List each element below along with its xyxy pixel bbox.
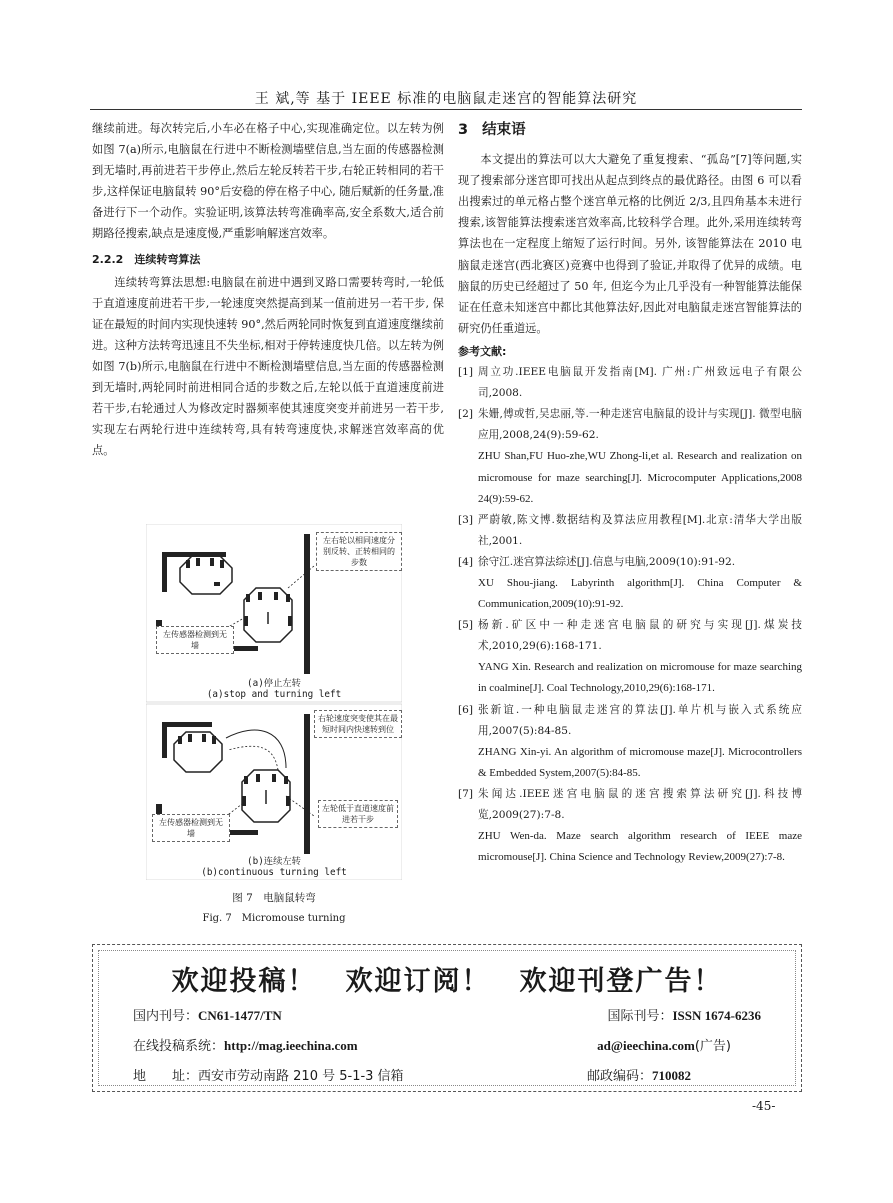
advertisement-box — [92, 944, 802, 1092]
subsection-heading: 2.2.2 连续转弯算法 — [92, 252, 201, 266]
figure-a-sub-en: (a)stop and turning left — [206, 689, 342, 700]
figure-a-sub-cn: (a)停止左转 — [247, 678, 301, 689]
ad-row-address — [133, 1065, 761, 1084]
figure-b-sub-en: (b)continuous turning left — [201, 867, 347, 878]
postcode: 邮政编码：710082 — [586, 1068, 691, 1084]
running-header: 王 斌,等 基于 IEEE 标准的电脑鼠走迷宫的智能算法研究 — [254, 91, 638, 107]
reference-item: [3] 严蔚敏,陈文博.数据结构及算法应用教程[M].北京:清华大学出版社,2001. — [458, 513, 802, 547]
reference-item: [5] 杨新.矿区中一种走迷宫电脑鼠的研究与实现[J].煤炭技术,2010,29(6):168-171. YANG Xin. Research and realization on micromouse for maze searching in coalmine[J]. Coal Technology,2010,29(6):168-171. — [458, 619, 802, 695]
maze-wall — [162, 552, 167, 592]
address: 地 址：西安市劳动南路 210 号 5-1-3 信箱 — [133, 1069, 404, 1084]
maze-wall — [162, 722, 212, 727]
page-number: -45- — [752, 1099, 776, 1113]
reference-item: [4] 徐守江.迷宫算法综述[J].信息与电脑,2009(10):91-92. XU Shou-jiang. Labyrinth algorithm[J]. China Computer & Communication,2009(10):91-92. — [458, 555, 802, 611]
ad-email: ad@ieechina.com(广告) — [597, 1038, 731, 1054]
figure-b-note-top: 右轮速度突变使其在最短时间内快速转到位 — [314, 710, 402, 738]
reference-item: [1] 周立功.IEEE电脑鼠开发指南[M]. 广州:广州致远电子有限公司,2008. — [458, 366, 802, 400]
online-url-link[interactable]: http://mag.ieechina.com — [224, 1038, 358, 1053]
section-title: 结束语 — [482, 122, 526, 138]
online-submission: 在线投稿系统：http://mag.ieechina.com — [133, 1038, 358, 1054]
ad-row-issn — [133, 1005, 761, 1024]
body-paragraph: 继续前进。每次转完后,小车必在格子中心,实现准确定位。以左转为例如图 7(a)所示,电脑鼠在行进中不断检测墙壁信息,当左面的传感器检测到无墙时,再前进若干步停止,然后左轮反转若干步,右轮正转相同的若干步,这样保证电脑鼠转 90°后安稳的停在格子中心, 随后赋新的任务量,准备进行下一个动作。实验证明,该算法转弯准确率高,安全系数大,适合前期路径搜索,缺点是速度慢,严重影响解迷宫效率。 — [92, 122, 444, 241]
figure-caption-en: Fig. 7 Micromouse turning — [202, 913, 346, 924]
email-link[interactable]: ad@ieechina.com — [597, 1038, 695, 1053]
figure-a-note-right: 左右轮以相同速度分别反转、正转相同的步数 — [316, 532, 402, 571]
figure-a-note-left: 左传感器检测到无墙 — [156, 626, 234, 654]
ad-row-online — [133, 1035, 761, 1054]
domestic-issn: 国内刊号：CN61-1477/TN — [133, 1008, 282, 1024]
reference-item: [2] 朱姗,傅或哲,吴忠丽,等.一种走迷宫电脑鼠的设计与实现[J]. 微型电脑应用,2008,24(9):59-62. ZHU Shan,FU Huo-zhe,WU Zhong-li,et al. Research and realization on micromouse for maze searching[J]. Microcomputer Applications,2008 24(9):59-62. — [458, 408, 802, 505]
header-divider — [90, 109, 802, 110]
right-column — [458, 118, 802, 868]
maze-wall — [162, 722, 167, 758]
figure-b-note-left: 左传感器检测到无墙 — [152, 814, 230, 842]
ad-slogan: 欢迎投稿！ 欢迎订阅！ 欢迎刊登广告！ — [171, 966, 723, 997]
figure-b-sub-cn: (b)连续左转 — [247, 856, 301, 867]
figure-caption-cn: 图 7 电脑鼠转弯 — [232, 892, 316, 904]
body-paragraph: 本文提出的算法可以大大避免了重复搜索、“孤岛”[7]等问题,实现了搜索部分迷宫即可找出从起点到终点的最优路径。由图 6 可以看出搜索过的单元格占整个迷宫单元格的比例近 2/3,且四角基本未进行搜索,该智能算法搜索迷宫效率高,比较科学合理。此外,采用连续转弯算法也在一定程度上缩短了运行时间。另外, 该智能算法在 2010 电脑鼠走迷宫(西北赛区)竞赛中也得到了验证,并取得了优异的成绩。电脑鼠的历史已经超过了 50 年, 但迄今为止几乎没有一种智能算法能保证在任意未知迷宫中都比其他算法好,因此对电脑鼠走迷宫智能算法的研究仍任重道远。 — [458, 153, 802, 335]
intl-issn: 国际刊号：ISSN 1674-6236 — [607, 1008, 761, 1024]
reference-list — [458, 362, 802, 868]
references-heading: 参考文献: — [458, 344, 507, 358]
body-paragraph: 连续转弯算法思想:电脑鼠在前进中遇到叉路口需要转弯时,一轮低于直道速度前进若干步,一轮速度突然提高到某一值前进另一若干步, 保证在最短的时间内实现快速转 90°,然后两轮同时恢复到直道速度继续前进。这种方法转弯迅速且不失坐标,相对于停转速度快几倍。以左转为例如图 7(b)所示,电脑鼠在行进中不断检测墙壁信息,当左面的传感器检测到无墙时,两轮同时前进相同合适的步数之后,左轮以低于直道速度前进若干步,右轮通过人为修改定时器频率使其速度突变并前进另一若干步,实现左右两轮行进中连续转弯,具有转弯速度快,求解迷宫效率高的优点。 — [92, 275, 444, 458]
left-column — [92, 118, 444, 462]
maze-wall — [304, 534, 310, 674]
section-heading — [458, 120, 802, 141]
reference-item: [6] 张新谊.一种电脑鼠走迷宫的算法[J].单片机与嵌入式系统应用,2007(5):84-85. ZHANG Xin-yi. An algorithm of micromouse maze[J]. Microcontrollers & Embedded System,2007(5):84-85. — [458, 703, 802, 779]
reference-item: [7] 朱闻达.IEEE迷宫电脑鼠的迷宫搜索算法研究[J].科技博览,2009(27):7-8. ZHU Wen-da. Maze search algorithm research of IEEE maze micromouse[J]. China Science and Technology Review,2009(27):7-8. — [458, 787, 802, 864]
section-number: 3 — [458, 122, 469, 138]
maze-wall — [304, 714, 310, 854]
figure-7 — [146, 524, 402, 880]
figure-b-note-right: 左轮低于直道速度前进若干步 — [318, 800, 398, 828]
